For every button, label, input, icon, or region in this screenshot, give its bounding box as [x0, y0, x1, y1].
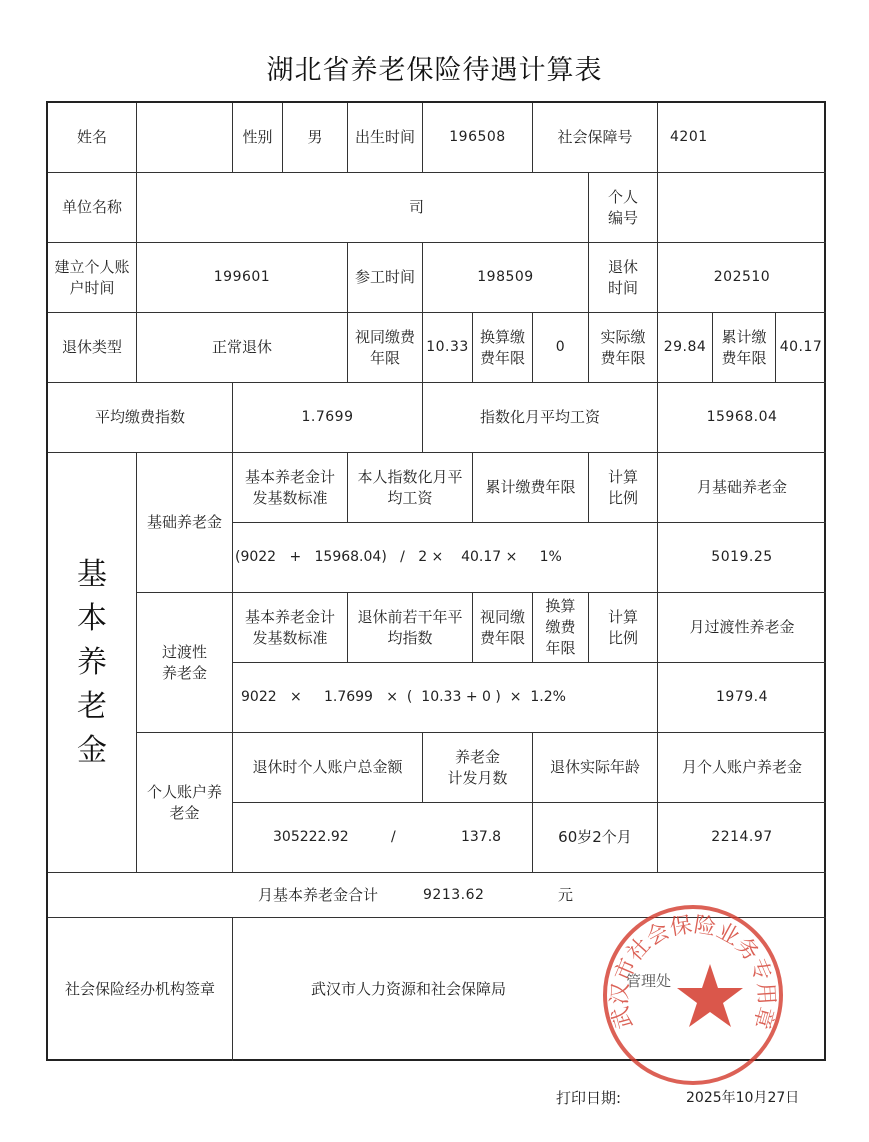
agency-seal-label: 社会保险经办机构签章 [48, 918, 233, 1061]
personal-header-age: 退休实际年龄 [533, 733, 658, 803]
yuan-unit: 元 [558, 886, 574, 904]
unit-value: 司 [137, 173, 589, 243]
work-time-label: 参工时间 [348, 243, 423, 313]
ss-no-label: 社会保障号 [533, 103, 658, 173]
transition-result: 1979.4 [658, 663, 826, 733]
personal-formula-cell [233, 803, 533, 873]
basic-formula-cell [233, 523, 658, 593]
seal-text: 武汉市社会保险业务专用章 [607, 912, 779, 1032]
indexed-wage-label: 指数化月平均工资 [423, 383, 658, 453]
converted-years-label: 换算缴 费年限 [473, 313, 533, 383]
basic-header-years: 累计缴费年限 [473, 453, 589, 523]
basic-formula: (9022 + 15968.04) / 2 × 40.17 × 1% [235, 549, 562, 565]
personal-no-label: 个人 编号 [589, 173, 658, 243]
indexed-wage-value: 15968.04 [658, 383, 826, 453]
basic-header-wage: 本人指数化月平 均工资 [348, 453, 473, 523]
avg-index-value: 1.7699 [233, 383, 423, 453]
retire-type-value: 正常退休 [137, 313, 348, 383]
total-years-value: 40.17 [776, 313, 826, 383]
transition-formula-cell [233, 663, 658, 733]
basic-result: 5019.25 [658, 523, 826, 593]
deemed-years-label: 视同缴费 年限 [348, 313, 423, 383]
agency-name: 武汉市人力资源和社会保障局 [311, 980, 507, 998]
personal-total-amount: 305222.92 [273, 829, 349, 845]
personal-header-result: 月个人账户养老金 [658, 733, 826, 803]
personal-months: 137.8 [461, 829, 502, 845]
avg-index-label: 平均缴费指数 [48, 383, 233, 453]
ss-no-value: 4201 [658, 103, 826, 173]
transition-header-deemed: 视同缴 费年限 [473, 593, 533, 663]
print-date: 2025年10月27日 [686, 1090, 800, 1106]
transition-header-converted: 换算 缴费 年限 [533, 593, 589, 663]
personal-age: 60岁2个月 [533, 803, 658, 873]
gender-value: 男 [283, 103, 348, 173]
personal-result: 2214.97 [658, 803, 826, 873]
account-time-value: 199601 [137, 243, 348, 313]
deemed-years-value: 10.33 [423, 313, 473, 383]
page-title: 湖北省养老保险待遇计算表 [266, 55, 603, 86]
transition-header-ratio: 计算 比例 [589, 593, 658, 663]
transition-formula: 9022 × 1.7699 × ( 10.33 + 0 ) × 1.2% [241, 689, 566, 705]
retire-time-label: 退休 时间 [589, 243, 658, 313]
name-label: 姓名 [48, 103, 137, 173]
unit-label: 单位名称 [48, 173, 137, 243]
personal-no-value [658, 173, 826, 243]
print-date-label: 打印日期: [556, 1089, 622, 1107]
transition-header-base: 基本养老金计 发基数标准 [233, 593, 348, 663]
transition-header-result: 月过渡性养老金 [658, 593, 826, 663]
personal-header-months: 养老金 计发月数 [423, 733, 533, 803]
seal-sub-text: 管理处 [626, 972, 672, 990]
total-years-label: 累计缴 费年限 [713, 313, 776, 383]
basic-pension-section-label: 基 本 养 老 金 [48, 453, 137, 873]
retire-time-value: 202510 [658, 243, 826, 313]
monthly-total-label: 月基本养老金合计 [258, 886, 379, 904]
name-value [137, 103, 233, 173]
work-time-value: 198509 [423, 243, 589, 313]
retire-type-label: 退休类型 [48, 313, 137, 383]
basic-header-base: 基本养老金计 发基数标准 [233, 453, 348, 523]
actual-years-value: 29.84 [658, 313, 713, 383]
birth-value: 196508 [423, 103, 533, 173]
basic-pension-label: 基础养老金 [137, 453, 233, 593]
account-time-label: 建立个人账 户时间 [48, 243, 137, 313]
official-seal [598, 900, 788, 1090]
gender-label: 性别 [233, 103, 283, 173]
personal-header-amount: 退休时个人账户总金额 [233, 733, 423, 803]
basic-header-result: 月基础养老金 [658, 453, 826, 523]
personal-divide-sign: / [391, 829, 396, 845]
transition-pension-label: 过渡性 养老金 [137, 593, 233, 733]
personal-pension-label: 个人账户养 老金 [137, 733, 233, 873]
monthly-total-value: 9213.62 [423, 887, 485, 903]
seal-star-icon [677, 964, 743, 1027]
converted-years-value: 0 [533, 313, 589, 383]
birth-label: 出生时间 [348, 103, 423, 173]
transition-header-index: 退休前若干年平 均指数 [348, 593, 473, 663]
basic-header-ratio: 计算 比例 [589, 453, 658, 523]
actual-years-label: 实际缴 费年限 [589, 313, 658, 383]
